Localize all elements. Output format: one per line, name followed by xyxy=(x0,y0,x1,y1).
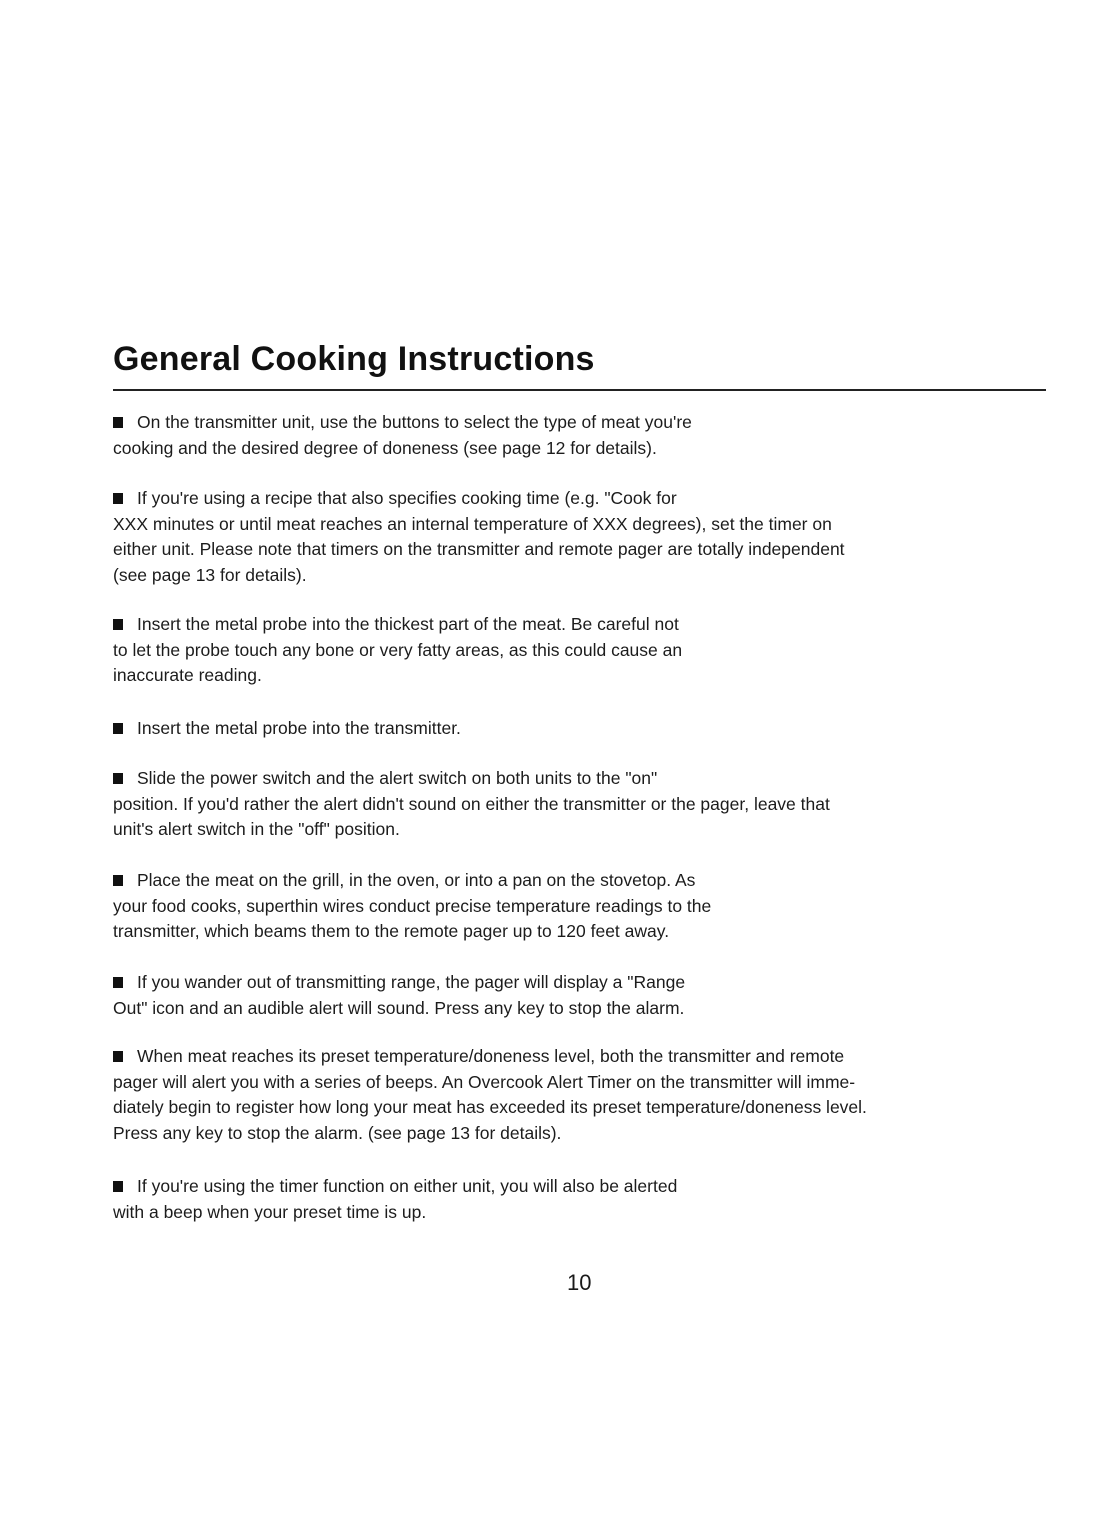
square-bullet-icon xyxy=(113,417,123,428)
instruction-text: unit's alert switch in the "off" position. xyxy=(113,819,400,839)
instruction-text: transmitter, which beams them to the remote pager up to 120 feet away. xyxy=(113,921,670,941)
square-bullet-icon xyxy=(113,773,123,784)
instruction-text: XXX minutes or until meat reaches an internal temperature of XXX degrees), set the timer on xyxy=(113,513,832,534)
instruction-text: with a beep when your preset time is up. xyxy=(113,1201,427,1222)
square-bullet-icon xyxy=(113,493,123,504)
instruction-text: On the transmitter unit, use the buttons to select the type of meat you're xyxy=(137,412,692,432)
instruction-item xyxy=(113,486,1043,588)
instruction-item xyxy=(113,766,1043,843)
instruction-text: If you're using the timer function on either unit, you will also be alerted xyxy=(137,1176,678,1196)
instruction-text: diately begin to register how long your meat has exceeded its preset temperature/doneness level. xyxy=(113,1097,867,1117)
instruction-text: When meat reaches its preset temperature/doneness level, both the transmitter and remote xyxy=(137,1046,845,1066)
instruction-item xyxy=(113,970,1043,1021)
instruction-text: to let the probe touch any bone or very fatty areas, as this could cause an xyxy=(113,639,683,660)
instruction-item xyxy=(113,1174,1043,1225)
page-title: General Cooking Instructions xyxy=(113,340,595,378)
instruction-item xyxy=(113,868,1043,945)
square-bullet-icon xyxy=(113,875,123,886)
square-bullet-icon xyxy=(113,723,123,734)
instruction-item xyxy=(113,612,1043,689)
square-bullet-icon xyxy=(113,1051,123,1062)
instruction-text: inaccurate reading. xyxy=(113,665,262,685)
instruction-text: cooking and the desired degree of doneness (see page 12 for details). xyxy=(113,437,657,458)
title-divider xyxy=(113,389,1046,391)
instruction-item xyxy=(113,1044,1043,1146)
instruction-text: If you wander out of transmitting range, the pager will display a "Range xyxy=(137,972,686,992)
instruction-text: If you're using a recipe that also specifies cooking time (e.g. "Cook for xyxy=(137,488,677,508)
instruction-text: Slide the power switch and the alert switch on both units to the "on" xyxy=(137,768,658,788)
instruction-text: Out" icon and an audible alert will sound. Press any key to stop the alarm. xyxy=(113,997,685,1018)
instruction-text: position. If you'd rather the alert didn't sound on either the transmitter or the pager, leave that xyxy=(113,793,830,814)
instruction-text: either unit. Please note that timers on the transmitter and remote pager are totally independent xyxy=(113,539,845,559)
square-bullet-icon xyxy=(113,1181,123,1192)
instruction-text: Insert the metal probe into the transmitter. xyxy=(137,718,461,738)
instruction-text: Press any key to stop the alarm. (see page 13 for details). xyxy=(113,1122,562,1143)
instruction-text: (see page 13 for details). xyxy=(113,564,307,585)
instruction-text: pager will alert you with a series of beeps. An Overcook Alert Timer on the transmitter will imme- xyxy=(113,1071,856,1092)
square-bullet-icon xyxy=(113,977,123,988)
instruction-text: Insert the metal probe into the thickest part of the meat. Be careful not xyxy=(137,614,679,634)
square-bullet-icon xyxy=(113,619,123,630)
page-number: 10 xyxy=(567,1270,592,1295)
instruction-item xyxy=(113,716,1043,742)
instruction-item xyxy=(113,410,1043,461)
instruction-text: Place the meat on the grill, in the oven, or into a pan on the stovetop. As xyxy=(137,870,696,890)
instruction-text: your food cooks, superthin wires conduct precise temperature readings to the xyxy=(113,895,712,916)
